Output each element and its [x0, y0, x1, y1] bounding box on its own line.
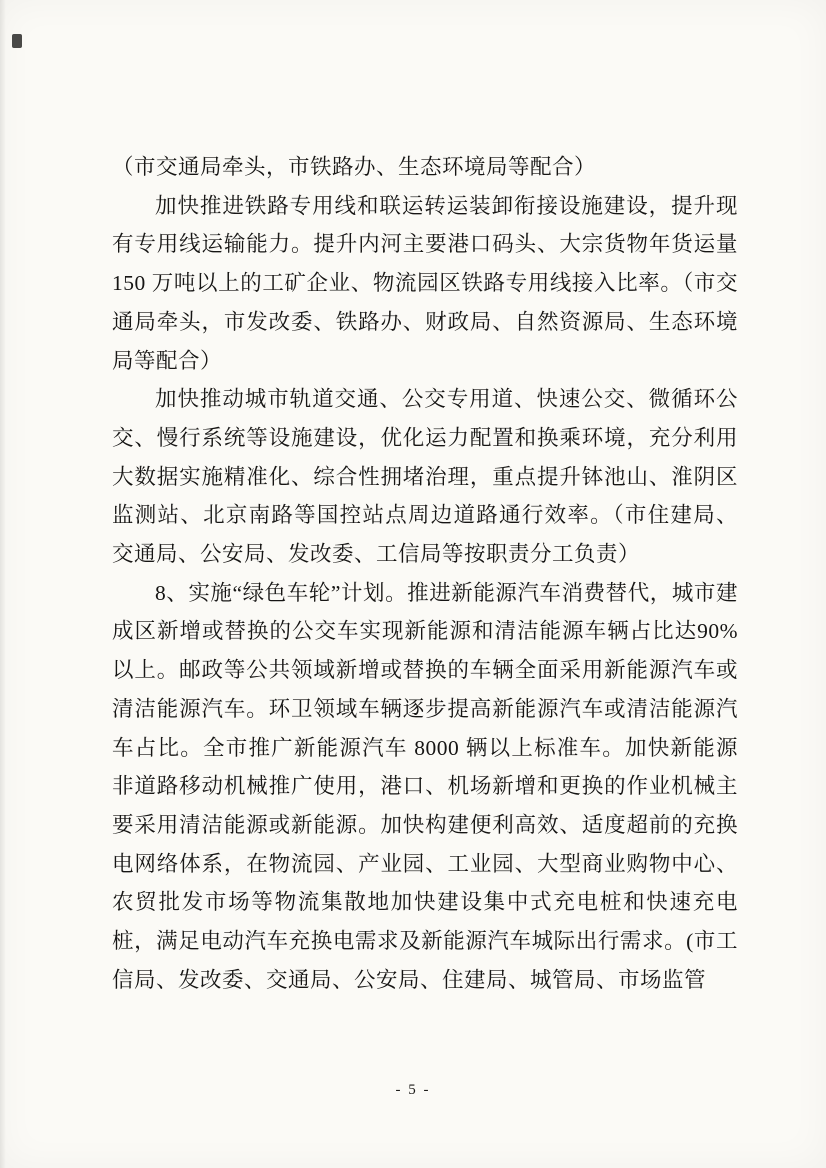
document-body — [112, 148, 738, 999]
paragraph-urban-transit: 加快推动城市轨道交通、公交专用道、快速公交、微循环公交、慢行系统等设施建设，优化运力配置和换乘环境，充分利用大数据实施精准化、综合性拥堵治理，重点提升钵池山、淮阴区监测站、北京南路等国控站点周边道路通行效率。（市住建局、交通局、公安局、发改委、工信局等按职责分工负责） — [112, 387, 738, 567]
scan-speck-artifact — [12, 34, 22, 48]
scan-edge-artifact — [0, 0, 6, 1168]
paragraph-green-wheels-plan: 8、实施“绿色车轮”计划。推进新能源汽车消费替代，城市建成区新增或替换的公交车实现新能源和清洁能源车辆占比达90%以上。邮政等公共领域新增或替换的车辆全面采用新能源汽车或清洁能源汽车。环卫领域车辆逐步提高新能源汽车或清洁能源汽车占比。全市推广新能源汽车 8000 辆以上标准车。加快新能源非道路移动机械推广使用，港口、机场新增和更换的作业机械主要采用清洁能源或新能源。加快构建便利高效、适度超前的充换电网络体系，在物流园、产业园、工业园、大型商业购物中心、农贸批发市场等物流集散地加快建设集中式充电桩和快速充电桩，满足电动汽车充换电需求及新能源汽车城际出行需求。(市工信局、发改委、交通局、公安局、住建局、城管局、市场监管 — [112, 580, 738, 992]
page-number: - 5 - — [395, 1082, 431, 1098]
paragraph-railway-lines: 加快推进铁路专用线和联运转运装卸衔接设施建设，提升现有专用线运输能力。提升内河主要港口码头、大宗货物年货运量 150 万吨以上的工矿企业、物流园区铁路专用线接入比率。（市交通局牵头，市发改委、铁路办、财政局、自然资源局、生态环境局等配合） — [112, 193, 738, 373]
paragraph-responsibility-note: （市交通局牵头，市铁路办、生态环境局等配合） — [112, 155, 597, 179]
